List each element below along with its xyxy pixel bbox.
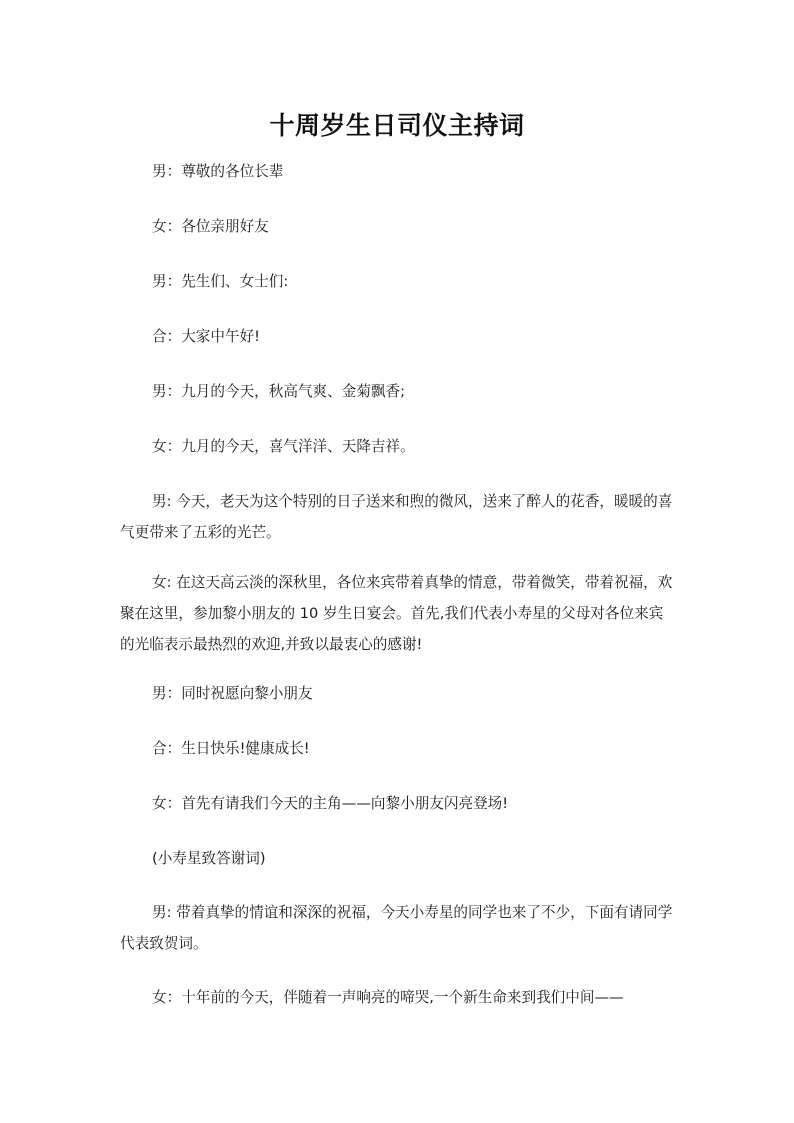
paragraph-9: 男：同时祝愿向黎小朋友 [152, 685, 313, 702]
paragraph-2: 女：各位亲朋好友 [152, 218, 269, 235]
paragraph-1: 男：尊敬的各位长辈 [152, 163, 284, 180]
paragraph-8: 女: 在这天高云淡的深秋里，各位来宾带着真挚的情意，带着微笑，带着祝福，欢聚在这里，参加黎小朋友的 10 岁生日宴会。首先,我们代表小寿星的父母对各位来宾的光临表示最热烈的欢迎,并致以最衷心的感谢! [120, 574, 673, 653]
paragraph-14: 女：十年前的今天，伴随着一声响亮的啼哭,一个新生命来到我们中间—— [152, 989, 624, 1006]
paragraph-11: 女：首先有请我们今天的主角——向黎小朋友闪亮登场! [152, 795, 509, 812]
paragraph-5: 男：九月的今天，秋高气爽、金菊飘香; [152, 383, 406, 400]
paragraph-3: 男：先生们、女士们: [152, 273, 289, 290]
paragraph-13: 男: 带着真挚的情谊和深深的祝福，今天小寿星的同学也来了不少，下面有请同学代表致贺词。 [120, 904, 673, 952]
paragraph-4: 合：大家中午好! [152, 328, 261, 345]
paragraph-12: (小寿星致答谢词) [152, 850, 266, 867]
paragraph-10: 合：生日快乐!健康成长! [152, 740, 310, 757]
document-title: 十周岁生日司仪主持词 [269, 111, 525, 140]
paragraph-6: 女：九月的今天，喜气洋洋、天降吉祥。 [152, 438, 415, 455]
paragraph-7: 男: 今天，老天为这个特别的日子送来和煦的微风，送来了醉人的花香，暖暖的喜气更带来了五彩的光芒。 [120, 493, 673, 541]
